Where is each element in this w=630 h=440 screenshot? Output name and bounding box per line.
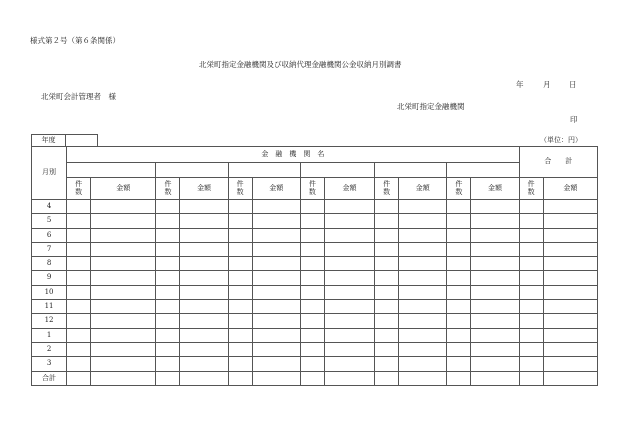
month-row <box>32 228 598 242</box>
amount-cell[interactable] <box>543 200 597 214</box>
count-cell[interactable] <box>519 242 543 256</box>
amount-cell[interactable] <box>543 242 597 256</box>
count-cell[interactable] <box>67 200 91 214</box>
amount-cell[interactable] <box>324 242 374 256</box>
count-cell[interactable] <box>228 271 252 285</box>
count-cell[interactable] <box>156 314 180 328</box>
amount-cell[interactable] <box>324 214 374 228</box>
count-column-header <box>447 178 471 200</box>
count-cell[interactable] <box>447 357 471 371</box>
amount-cell[interactable] <box>91 214 156 228</box>
count-cell[interactable] <box>519 200 543 214</box>
count-cell[interactable] <box>300 200 324 214</box>
month-label: 4 <box>32 200 67 214</box>
amount-cell[interactable] <box>399 314 447 328</box>
count-cell[interactable] <box>375 328 399 342</box>
count-cell[interactable] <box>156 328 180 342</box>
form-number: 様式第２号（第６条関係） <box>30 36 120 45</box>
addressee: 北栄町会計管理者 様 <box>41 92 116 101</box>
count-cell[interactable] <box>67 242 91 256</box>
count-cell[interactable] <box>375 342 399 356</box>
total-header-text: 合 計 <box>544 157 573 166</box>
total-header <box>519 147 597 178</box>
amount-cell[interactable] <box>91 257 156 271</box>
count-cell[interactable] <box>156 285 180 299</box>
count-column-header-text: 件 数 <box>164 180 172 196</box>
count-cell[interactable] <box>67 271 91 285</box>
amount-cell[interactable] <box>471 257 519 271</box>
amount-column-header <box>543 178 597 200</box>
amount-column-header <box>399 178 447 200</box>
amount-cell[interactable] <box>399 285 447 299</box>
institution-name-cell[interactable] <box>375 163 447 178</box>
amount-cell[interactable] <box>471 314 519 328</box>
amount-cell[interactable] <box>471 214 519 228</box>
document-title: 北栄町指定金融機関及び収納代理金融機関公金収納月別調書 <box>199 60 402 69</box>
month-label: 11 <box>32 300 67 314</box>
count-cell[interactable] <box>447 242 471 256</box>
count-cell[interactable] <box>156 214 180 228</box>
month-row <box>32 242 598 256</box>
month-row <box>32 271 598 285</box>
count-cell[interactable] <box>375 271 399 285</box>
count-cell[interactable] <box>375 371 399 385</box>
amount-cell[interactable] <box>324 257 374 271</box>
amount-cell[interactable] <box>324 200 374 214</box>
count-cell[interactable] <box>519 357 543 371</box>
amount-cell[interactable] <box>180 271 228 285</box>
count-cell[interactable] <box>228 314 252 328</box>
count-cell[interactable] <box>228 242 252 256</box>
amount-cell[interactable] <box>91 371 156 385</box>
count-cell[interactable] <box>300 342 324 356</box>
count-cell[interactable] <box>67 328 91 342</box>
month-row <box>32 257 598 271</box>
count-cell[interactable] <box>67 285 91 299</box>
count-cell[interactable] <box>156 371 180 385</box>
month-row <box>32 342 598 356</box>
amount-column-header-text: 金額 <box>415 183 430 192</box>
amount-column-header-text: 金額 <box>197 183 212 192</box>
amount-cell[interactable] <box>252 214 300 228</box>
amount-cell[interactable] <box>91 200 156 214</box>
count-column-header-text: 件 数 <box>527 180 535 196</box>
unit-label: （単位：円） <box>540 136 582 144</box>
amount-cell[interactable] <box>471 271 519 285</box>
count-cell[interactable] <box>447 342 471 356</box>
count-cell[interactable] <box>67 371 91 385</box>
amount-cell[interactable] <box>252 342 300 356</box>
count-cell[interactable] <box>228 357 252 371</box>
count-cell[interactable] <box>375 242 399 256</box>
count-cell[interactable] <box>228 328 252 342</box>
month-label: 3 <box>32 357 67 371</box>
amount-column-header <box>91 178 156 200</box>
count-cell[interactable] <box>375 285 399 299</box>
count-cell[interactable] <box>228 371 252 385</box>
count-column-header <box>156 178 180 200</box>
amount-cell[interactable] <box>399 257 447 271</box>
count-cell[interactable] <box>300 314 324 328</box>
count-cell[interactable] <box>67 357 91 371</box>
monthly-collection-table <box>31 146 598 386</box>
month-label: 7 <box>32 242 67 256</box>
count-cell[interactable] <box>300 257 324 271</box>
count-cell[interactable] <box>519 342 543 356</box>
amount-cell[interactable] <box>399 271 447 285</box>
amount-column-header-text: 金額 <box>116 183 131 192</box>
institution-header <box>67 147 520 163</box>
count-cell[interactable] <box>300 300 324 314</box>
date-year-label: 年 <box>516 80 524 89</box>
month-label: 8 <box>32 257 67 271</box>
count-cell[interactable] <box>447 371 471 385</box>
count-cell[interactable] <box>519 300 543 314</box>
count-cell[interactable] <box>228 300 252 314</box>
amount-cell[interactable] <box>471 357 519 371</box>
amount-cell[interactable] <box>91 328 156 342</box>
month-label: 10 <box>32 285 67 299</box>
amount-cell[interactable] <box>252 271 300 285</box>
count-column-header-text: 件 数 <box>236 180 244 196</box>
count-cell[interactable] <box>375 300 399 314</box>
amount-cell[interactable] <box>324 328 374 342</box>
amount-cell[interactable] <box>252 242 300 256</box>
count-cell[interactable] <box>67 228 91 242</box>
amount-cell[interactable] <box>543 300 597 314</box>
institution-name-cell[interactable] <box>447 163 519 178</box>
amount-cell[interactable] <box>471 228 519 242</box>
amount-cell[interactable] <box>180 328 228 342</box>
count-cell[interactable] <box>156 357 180 371</box>
count-column-header <box>228 178 252 200</box>
count-cell[interactable] <box>300 271 324 285</box>
month-label: 12 <box>32 314 67 328</box>
amount-cell[interactable] <box>91 228 156 242</box>
month-label: 1 <box>32 328 67 342</box>
amount-cell[interactable] <box>543 357 597 371</box>
count-cell[interactable] <box>447 300 471 314</box>
amount-column-header-text: 金額 <box>488 183 503 192</box>
count-column-header <box>67 178 91 200</box>
count-cell[interactable] <box>300 328 324 342</box>
month-row <box>32 357 598 371</box>
count-column-header-text: 件 数 <box>308 180 316 196</box>
count-cell[interactable] <box>447 200 471 214</box>
count-column-header-text: 件 数 <box>455 180 463 196</box>
count-cell[interactable] <box>447 328 471 342</box>
amount-column-header <box>180 178 228 200</box>
count-cell[interactable] <box>67 300 91 314</box>
amount-cell[interactable] <box>252 200 300 214</box>
count-cell[interactable] <box>300 242 324 256</box>
amount-cell[interactable] <box>399 228 447 242</box>
count-cell[interactable] <box>156 271 180 285</box>
amount-cell[interactable] <box>324 271 374 285</box>
amount-cell[interactable] <box>471 371 519 385</box>
amount-cell[interactable] <box>180 200 228 214</box>
month-header <box>32 147 67 200</box>
month-label: 2 <box>32 342 67 356</box>
amount-cell[interactable] <box>543 228 597 242</box>
amount-cell[interactable] <box>471 342 519 356</box>
count-cell[interactable] <box>67 342 91 356</box>
count-cell[interactable] <box>447 271 471 285</box>
count-cell[interactable] <box>300 228 324 242</box>
amount-cell[interactable] <box>91 242 156 256</box>
amount-cell[interactable] <box>180 342 228 356</box>
amount-cell[interactable] <box>324 285 374 299</box>
amount-cell[interactable] <box>471 285 519 299</box>
count-cell[interactable] <box>228 200 252 214</box>
fiscal-year-field[interactable] <box>66 134 98 146</box>
amount-cell[interactable] <box>91 300 156 314</box>
amount-cell[interactable] <box>543 257 597 271</box>
amount-cell[interactable] <box>252 328 300 342</box>
amount-column-header-text: 金額 <box>563 183 578 192</box>
institution-header-text: 金 融 機 関 名 <box>261 149 325 158</box>
amount-cell[interactable] <box>91 342 156 356</box>
amount-cell[interactable] <box>543 271 597 285</box>
amount-cell[interactable] <box>180 314 228 328</box>
amount-cell[interactable] <box>399 342 447 356</box>
month-row <box>32 285 598 299</box>
month-label: 合計 <box>32 371 67 385</box>
amount-cell[interactable] <box>180 214 228 228</box>
date-month-label: 月 <box>543 80 551 89</box>
count-cell[interactable] <box>519 371 543 385</box>
count-cell[interactable] <box>228 228 252 242</box>
amount-cell[interactable] <box>252 314 300 328</box>
amount-cell[interactable] <box>252 357 300 371</box>
amount-cell[interactable] <box>252 300 300 314</box>
count-column-header-text: 件 数 <box>75 180 83 196</box>
count-cell[interactable] <box>447 214 471 228</box>
count-column-header <box>300 178 324 200</box>
count-cell[interactable] <box>519 314 543 328</box>
institution-name-cell[interactable] <box>156 163 228 178</box>
count-cell[interactable] <box>519 271 543 285</box>
count-cell[interactable] <box>375 257 399 271</box>
amount-cell[interactable] <box>543 314 597 328</box>
amount-cell[interactable] <box>252 371 300 385</box>
count-cell[interactable] <box>300 371 324 385</box>
amount-cell[interactable] <box>91 285 156 299</box>
month-row <box>32 314 598 328</box>
count-cell[interactable] <box>67 257 91 271</box>
amount-column-header <box>471 178 519 200</box>
count-cell[interactable] <box>375 357 399 371</box>
count-cell[interactable] <box>375 228 399 242</box>
amount-cell[interactable] <box>91 271 156 285</box>
amount-cell[interactable] <box>252 228 300 242</box>
count-cell[interactable] <box>447 314 471 328</box>
count-cell[interactable] <box>519 214 543 228</box>
amount-cell[interactable] <box>399 214 447 228</box>
amount-column-header <box>324 178 374 200</box>
amount-cell[interactable] <box>399 328 447 342</box>
amount-column-header-text: 金額 <box>269 183 284 192</box>
amount-column-header <box>252 178 300 200</box>
count-cell[interactable] <box>228 285 252 299</box>
count-cell[interactable] <box>375 314 399 328</box>
amount-cell[interactable] <box>252 285 300 299</box>
total-row <box>32 371 598 385</box>
count-cell[interactable] <box>375 214 399 228</box>
count-cell[interactable] <box>519 285 543 299</box>
count-column-header-text: 件 数 <box>383 180 391 196</box>
amount-cell[interactable] <box>324 228 374 242</box>
amount-cell[interactable] <box>180 357 228 371</box>
count-cell[interactable] <box>156 228 180 242</box>
month-label: 5 <box>32 214 67 228</box>
amount-cell[interactable] <box>399 300 447 314</box>
amount-cell[interactable] <box>180 285 228 299</box>
amount-cell[interactable] <box>324 342 374 356</box>
amount-cell[interactable] <box>543 285 597 299</box>
month-label: 9 <box>32 271 67 285</box>
count-cell[interactable] <box>156 342 180 356</box>
amount-cell[interactable] <box>399 242 447 256</box>
amount-cell[interactable] <box>471 328 519 342</box>
amount-cell[interactable] <box>252 257 300 271</box>
month-row <box>32 214 598 228</box>
amount-cell[interactable] <box>543 342 597 356</box>
fiscal-year-text: 年度 <box>41 136 56 144</box>
amount-cell[interactable] <box>543 214 597 228</box>
month-header-text: 月別 <box>42 168 57 177</box>
amount-cell[interactable] <box>180 228 228 242</box>
count-cell[interactable] <box>300 357 324 371</box>
month-row <box>32 328 598 342</box>
count-cell[interactable] <box>228 257 252 271</box>
institution-name-cell[interactable] <box>228 163 300 178</box>
amount-cell[interactable] <box>399 357 447 371</box>
date-day-label: 日 <box>569 80 577 89</box>
count-cell[interactable] <box>519 328 543 342</box>
count-cell[interactable] <box>447 285 471 299</box>
institution-name-cell[interactable] <box>67 163 156 178</box>
count-column-header <box>519 178 543 200</box>
amount-cell[interactable] <box>180 242 228 256</box>
count-cell[interactable] <box>156 242 180 256</box>
amount-cell[interactable] <box>399 371 447 385</box>
amount-cell[interactable] <box>324 300 374 314</box>
count-cell[interactable] <box>447 228 471 242</box>
amount-cell[interactable] <box>471 242 519 256</box>
count-cell[interactable] <box>67 214 91 228</box>
month-row <box>32 200 598 214</box>
amount-cell[interactable] <box>91 314 156 328</box>
count-cell[interactable] <box>519 228 543 242</box>
amount-cell[interactable] <box>543 371 597 385</box>
amount-cell[interactable] <box>471 200 519 214</box>
count-cell[interactable] <box>156 257 180 271</box>
amount-column-header-text: 金額 <box>342 183 357 192</box>
month-row <box>32 300 598 314</box>
count-cell[interactable] <box>228 214 252 228</box>
month-label: 6 <box>32 228 67 242</box>
count-cell[interactable] <box>156 300 180 314</box>
amount-cell[interactable] <box>324 357 374 371</box>
amount-cell[interactable] <box>471 300 519 314</box>
count-cell[interactable] <box>300 285 324 299</box>
count-cell[interactable] <box>156 200 180 214</box>
count-cell[interactable] <box>519 257 543 271</box>
amount-cell[interactable] <box>91 357 156 371</box>
count-cell[interactable] <box>375 200 399 214</box>
count-column-header <box>375 178 399 200</box>
fiscal-year-label <box>31 134 66 146</box>
institution-name-cell[interactable] <box>300 163 374 178</box>
amount-cell[interactable] <box>180 371 228 385</box>
amount-cell[interactable] <box>180 257 228 271</box>
amount-cell[interactable] <box>399 200 447 214</box>
amount-cell[interactable] <box>324 314 374 328</box>
count-cell[interactable] <box>300 214 324 228</box>
amount-cell[interactable] <box>543 328 597 342</box>
seal-mark: 印 <box>570 115 578 124</box>
issuer-name: 北栄町指定金融機関 <box>397 102 465 111</box>
count-cell[interactable] <box>228 342 252 356</box>
count-cell[interactable] <box>447 257 471 271</box>
amount-cell[interactable] <box>324 371 374 385</box>
amount-cell[interactable] <box>180 300 228 314</box>
count-cell[interactable] <box>67 314 91 328</box>
